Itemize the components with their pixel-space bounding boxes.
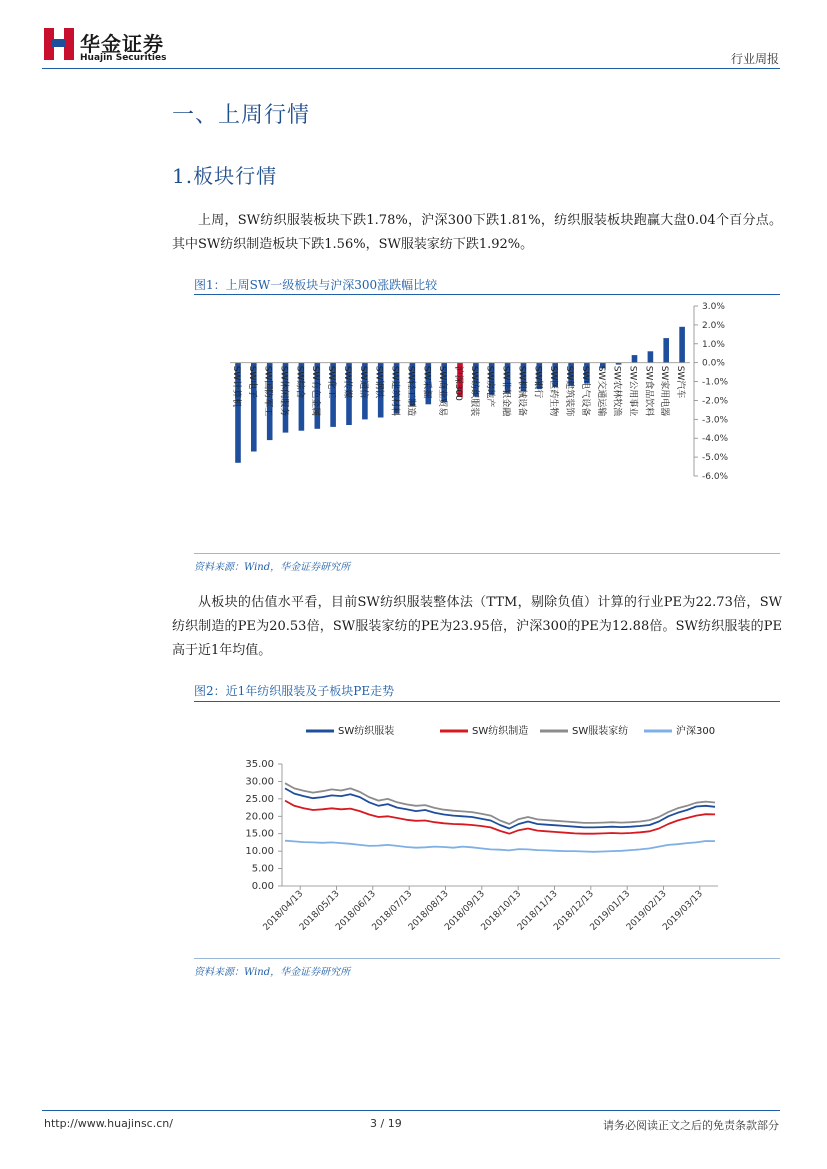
- y-tick-label-1: 3.0%: [702, 302, 725, 312]
- y-tick-label-4: 20.00: [245, 811, 274, 823]
- category-label-7: SW化工: [326, 365, 337, 399]
- category-label-11: SW建筑材料: [389, 365, 400, 417]
- x-tick-label-6: 2018/09/13: [443, 889, 487, 933]
- category-label-28: SW家用电器: [659, 365, 670, 417]
- footer-divider: [42, 1110, 780, 1111]
- figure1-bottom-rule: [194, 553, 780, 554]
- y-tick-label-6: -2.0%: [702, 396, 729, 407]
- y-tick-label-4: 0.0%: [702, 358, 725, 369]
- x-tick-label-9: 2018/12/13: [552, 889, 596, 933]
- header-divider: [42, 68, 780, 69]
- chart2-axes: [245, 759, 718, 933]
- category-label-6: SW有色金属: [310, 365, 321, 417]
- logo-mark-icon: [42, 26, 76, 62]
- logo-cn: 华金证券: [80, 32, 164, 56]
- category-label-26: SW公用事业: [627, 365, 638, 417]
- legend-label-2: SW纺织制造: [472, 726, 529, 737]
- category-label-29: SW汽车: [675, 365, 686, 399]
- x-tick-label-1: 2018/04/13: [261, 889, 306, 933]
- page-number: 3 / 19: [370, 1117, 402, 1130]
- series-line-4: [285, 841, 715, 852]
- series-line-2: [285, 801, 715, 834]
- bar-28: [663, 338, 669, 363]
- x-tick-label-4: 2018/07/13: [370, 889, 415, 933]
- x-tick-label-2: 2018/05/13: [297, 889, 342, 933]
- figure1-bar-chart: [194, 296, 780, 552]
- paragraph-2: 从板块的估值水平看，目前SW纺织服装整体法（TTM，剔除负值）计算的行业PE为22.73倍，SW纺织制造的PE为20.53倍，SW服装家纺的PE为23.95倍，沪深300的PE为12.88倍。SW纺织服装的PE高于近1年均值。: [172, 595, 782, 658]
- category-label-23: SW电气设备: [579, 365, 590, 417]
- y-tick-label-9: -5.0%: [702, 453, 729, 464]
- logo-en: Huajin Securities: [80, 53, 167, 63]
- y-tick-label-3: 1.0%: [702, 339, 725, 350]
- category-label-20: SW银行: [532, 365, 543, 399]
- chart2-legend: [306, 724, 715, 737]
- x-tick-label-7: 2018/10/13: [479, 889, 524, 933]
- figure1-title: 图1：上周SW一级板块与沪深300涨跌幅比较: [194, 278, 438, 292]
- category-label-1: SW计算机: [230, 365, 241, 408]
- company-logo: [42, 26, 192, 66]
- chart2-series-lines: [285, 783, 715, 852]
- doc-type: 行业周报: [730, 52, 779, 66]
- x-tick-label-10: 2019/01/13: [588, 889, 633, 933]
- paragraph-1: 上周，SW纺织服装板块下跌1.78%，沪深300下跌1.81%，纺织服装板块跑赢大盘0.04个百分点。其中SW纺织制造板块下跌1.56%，SW服装家纺下跌1.92%。: [172, 213, 782, 252]
- y-tick-label-7: -3.0%: [702, 415, 729, 426]
- y-tick-label-2: 30.00: [245, 776, 274, 788]
- legend-label-4: 沪深300: [676, 726, 716, 737]
- figure2-bottom-rule: [194, 958, 780, 959]
- legend-label-3: SW服装家纺: [572, 726, 629, 737]
- legend-label-1: SW纺织服装: [338, 726, 395, 737]
- figure2-top-rule: [194, 701, 780, 702]
- category-label-24: SW交通运输: [595, 365, 606, 417]
- category-label-18: SW非银金融: [500, 365, 511, 417]
- logo-mark-bar: [52, 39, 66, 47]
- section-subtitle: 1.板块行情: [172, 164, 278, 188]
- y-tick-label-5: -1.0%: [702, 377, 729, 388]
- category-label-5: SW综合: [294, 365, 305, 399]
- category-label-13: SW采掘: [421, 365, 432, 399]
- figure1-top-rule: [194, 294, 780, 295]
- category-label-10: SW钢铁: [373, 365, 384, 399]
- section-title: 一、上周行情: [172, 103, 311, 128]
- category-label-12: SW轻工制造: [405, 365, 416, 417]
- x-tick-label-11: 2019/02/13: [624, 889, 669, 933]
- bar-27: [648, 351, 654, 362]
- category-label-19: SW机械设备: [516, 365, 527, 417]
- category-label-4: SW休闲服务: [278, 365, 289, 417]
- y-tick-label-1: 35.00: [245, 759, 274, 770]
- category-label-21: SW医药生物: [548, 365, 559, 417]
- y-tick-label-8: -4.0%: [702, 434, 729, 445]
- y-tick-label-2: 2.0%: [702, 320, 725, 331]
- category-label-16: SW纺织服装: [468, 365, 479, 417]
- footer-url[interactable]: http://www.huajinsc.cn/: [44, 1117, 173, 1130]
- y-tick-label-7: 5.00: [251, 863, 274, 875]
- bar-26: [632, 355, 638, 363]
- series-line-3: [285, 783, 715, 824]
- category-label-22: SW建筑装饰: [564, 365, 574, 417]
- figure2-title: 图2：近1年纺织服装及子板块PE走势: [194, 684, 395, 698]
- figure2-source: 资料来源：Wind，华金证券研究所: [194, 967, 351, 978]
- figure1-source: 资料来源：Wind，华金证券研究所: [194, 562, 351, 573]
- y-tick-label-3: 25.00: [245, 793, 274, 805]
- category-label-27: SW食品饮料: [643, 365, 654, 417]
- category-label-2: SW电子: [246, 365, 257, 399]
- category-label-15: 沪深300: [453, 365, 463, 401]
- category-label-8: SW传媒: [342, 365, 352, 399]
- disclaimer-note: 请务必阅读正文之后的免责条款部分: [603, 1119, 779, 1132]
- x-tick-label-5: 2018/08/13: [406, 889, 451, 933]
- x-tick-label-3: 2018/06/13: [334, 889, 378, 933]
- y-tick-label-6: 10.00: [245, 846, 274, 858]
- x-tick-label-12: 2019/03/13: [661, 889, 705, 933]
- category-label-17: SW房地产: [484, 365, 495, 408]
- figure2-line-chart: [194, 703, 780, 957]
- category-label-14: SW商业贸易: [437, 365, 448, 417]
- bar-29: [679, 327, 685, 363]
- category-label-25: SW农林牧渔: [611, 365, 622, 417]
- category-label-9: SW通信: [357, 365, 368, 399]
- category-label-3: SW国防军工: [262, 365, 273, 417]
- y-tick-label-10: -6.0%: [702, 472, 729, 482]
- y-tick-label-8: 0.00: [251, 881, 274, 892]
- y-tick-label-5: 15.00: [245, 828, 274, 840]
- x-tick-label-8: 2018/11/13: [515, 889, 560, 933]
